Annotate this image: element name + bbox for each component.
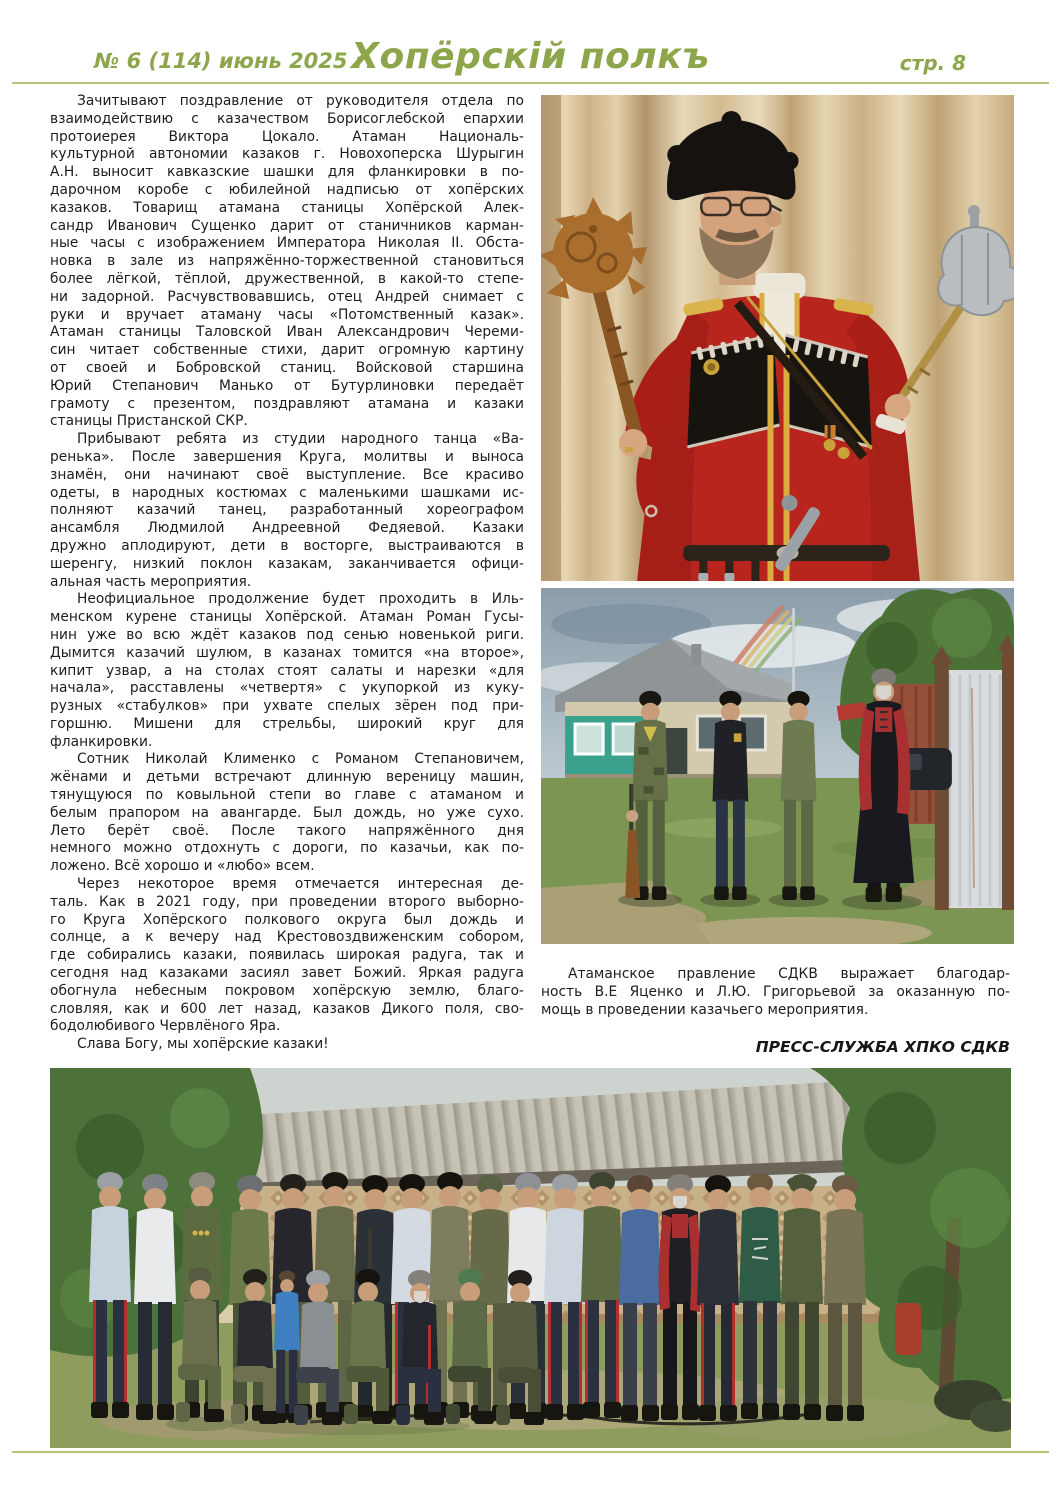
paragraph: Неофициальное продолжение будет проходить в Иль- менском курене станицы Хопёрской. Атаман Роман Гусы- нин уже во всю ждёт казаков под сенью новенькой риги. Дымится казачий шулюм, в казанах томится «на второе», кипит узвар, а на столах стоят салаты и нарезки «для начала», расставлены «четвертя» с укупоркой из куку- рузных «стабулков» при ухвате спелых зёрен под при- горшню. Мишени для стрельбы, широкий круг для фланкировки. [50,591,524,750]
masthead-issue: № 6 (114) июнь 2025 г. [94,49,374,73]
photo-group-scene [50,1068,1011,1448]
gas-cylinder [895,1303,921,1355]
left-text-column [50,93,524,1054]
footer-rule [12,1451,1049,1453]
photo-outdoor-scene [541,588,1014,944]
paragraph: Через некоторое время отмечается интересная де- таль. Как в 2021 году, при проведении второго выборно- го Круга Хопёрского полкового округа был дождь и солнце, а к вечеру над Крестовоздвиженским собором, где собирались казаки, появилась широкая радуга, так и сегодня над казаками засиял завет Божий. Яркая радуга обогнула небесным покровом хопёрскую землю, благо- словляя, как и 600 лет назад, казаков Дикого поля, сво- бодолюбивого Червлёного Яра. [50,876,524,1035]
paragraph: Сотник Николай Клименко с Романом Степановичем, жёнами и детьми встречают длинную вереницу машин, тянущуюся по ковыльной степи во главе с атаманом и белым прапором на авангарде. Был дождь, но уже сухо. Лето берёт своё. После такого напряжённого дня немного можно отдохнуть с дороги, по казачьи, как по- ложено. Всё хорошо и «любо» всем. [50,751,524,875]
paragraph: Слава Богу, мы хопёрские казаки! [77,1036,329,1053]
paragraph: Прибывают ребята из студии народного танца «Ва- ренька». После завершения Круга, молитвы и выноса знамён, они начинают своё выступление. Все красиво одеты, в народных костюмах с маленькими шашками ис- полняют казачий танец, разработанный хореографом ансамбля Людмилой Андреевной Федяевой. Казаки дружно аплодируют, дети в восторге, выстраиваются в шеренгу, низкий поклон казакам, заканчивается офици- альная часть мероприятия. [50,431,524,590]
press-service-byline: ПРЕСС-СЛУЖБА ХПКО СДКВ [755,1038,1010,1056]
photo-ataman-scene [541,95,1014,581]
masthead-title: Хопёрскій полкъ [351,36,710,77]
photo-group-outdoor-rainbow [541,588,1014,944]
header-rule [12,82,1049,84]
photo-ataman-red-cherkeska [541,95,1014,581]
paragraph: Атаманское правление СДКВ выражает благодар- ность В.Е Яценко и Л.Ю. Григорьевой за оказанную по- мощь в проведении казачьего мероприятия. [541,966,1010,1018]
photo-large-group-barn [50,1068,1011,1448]
paragraph: Зачитывают поздравление от руководителя отдела по взаимодействию с казачеством Борисоглебской епархии протоиерея Виктора Цокало. Атаман Националь- культурной автономии казаков г. Новохоперска Шурыгин А.Н. выносит кавказские шашки для фланкировки в по- дарочном коробе с юбилейной надписью от хопёрских казаков. Товарищ атамана станицы Хопёрской Алек- сандр Иванович Сущенко дарит от станичников карман- ные часы с изображением Императора Николая II. Обста- новка в зале из напряжённо-торжественной становиться более лёгкой, тёплой, дружественной, в какой-то степе- ни задорной. Расчувствовавшись, отец Андрей снимает с руки и вручает атаману часы «Потомственный казак». Атаман станицы Таловской Иван Александрович Череми- син читает собственные стихи, дарит огромную картину от своей и Бобровской станиц. Войсковой старшина Юрий Степанович Манько от Бутурлиновки передаёт грамоту с презентом, поздравляют атамана и казаки станицы Пристанской СКР. [50,93,524,430]
masthead-page-number: стр. 8 [899,51,966,75]
right-text-column [541,966,1010,1019]
